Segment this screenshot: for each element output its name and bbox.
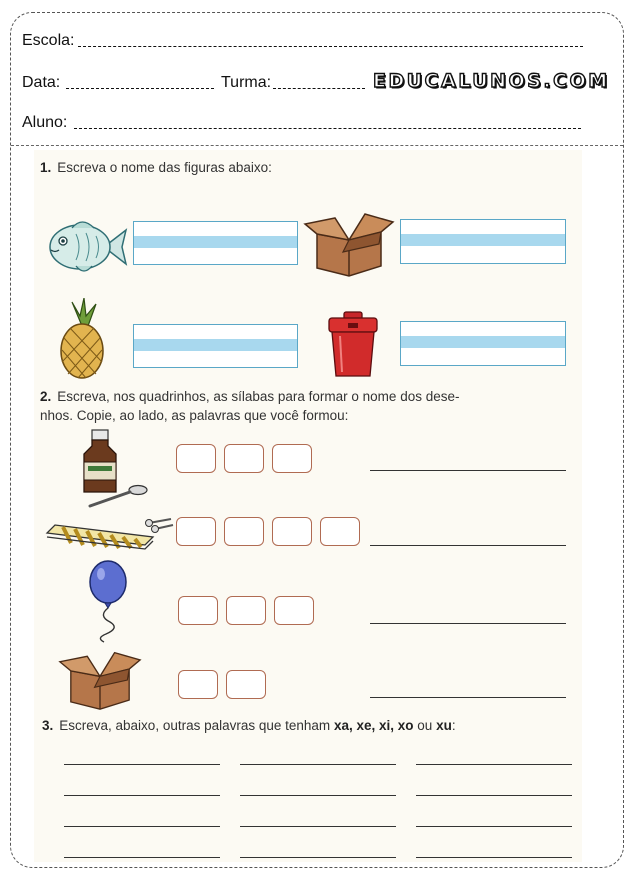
syllable-box[interactable] (178, 670, 218, 699)
date-field[interactable] (66, 88, 214, 89)
exercise1-instruction (40, 160, 272, 175)
word-line[interactable] (370, 697, 566, 698)
exercise3-text: Escreva, abaixo, outras palavras que tenham (59, 718, 331, 733)
word-line[interactable] (370, 623, 566, 624)
answer-box-trash-can[interactable] (400, 321, 566, 366)
student-label: Aluno: (22, 114, 68, 131)
exercise2-instruction-line1 (40, 389, 459, 404)
school-label: Escola: (22, 32, 75, 49)
word-line[interactable] (370, 545, 566, 546)
answer-line[interactable] (416, 795, 572, 796)
syllable-box[interactable] (226, 670, 266, 699)
answer-line[interactable] (240, 826, 396, 827)
answer-line[interactable] (240, 857, 396, 858)
syllable-box[interactable] (272, 517, 312, 546)
syllable-box[interactable] (320, 517, 360, 546)
answer-line[interactable] (64, 857, 220, 858)
exercise2-instruction-line2: nhos. Copie, ao lado, as palavras que você formou: (40, 408, 349, 423)
exercise1-number: 1. (40, 160, 52, 175)
answer-line[interactable] (240, 764, 396, 765)
syllable-box[interactable] (178, 596, 218, 625)
student-field[interactable] (74, 128, 581, 129)
exercise3-highlight-last: xu (436, 718, 452, 733)
exercise1-text: Escreva o nome das figuras abaixo: (57, 160, 272, 175)
educalunos-logo: EDUCALUNOS.COM (373, 70, 610, 92)
answer-box-pineapple[interactable] (133, 324, 298, 368)
school-field[interactable] (78, 46, 583, 47)
answer-line[interactable] (64, 764, 220, 765)
exercise3-connector: ou (417, 718, 433, 733)
exercise3-colon: : (451, 718, 456, 733)
exercise2-text-line1: Escreva, nos quadrinhos, as sílabas para formar o nome dos dese- (57, 389, 460, 404)
word-line[interactable] (370, 470, 566, 471)
box-icon (303, 210, 395, 278)
trash-can-icon (326, 310, 380, 378)
syllable-box[interactable] (224, 444, 264, 473)
answer-line[interactable] (64, 795, 220, 796)
exercise3-number: 3. (42, 718, 54, 733)
pineapple-icon (56, 298, 108, 380)
answer-line[interactable] (64, 826, 220, 827)
syllable-box[interactable] (274, 596, 314, 625)
syllable-box[interactable] (226, 596, 266, 625)
syrup-bottle-icon (80, 428, 150, 510)
header-separator (11, 145, 623, 146)
answer-line[interactable] (416, 764, 572, 765)
exercise3-instruction (42, 718, 456, 733)
balloon-icon (84, 560, 132, 644)
exercise3-highlight: xa, xe, xi, xo (333, 718, 414, 733)
class-label: Turma: (221, 74, 272, 91)
fish-icon (46, 218, 128, 276)
syllable-box[interactable] (272, 444, 312, 473)
class-field[interactable] (273, 88, 365, 89)
syllable-box[interactable] (176, 444, 216, 473)
answer-line[interactable] (240, 795, 396, 796)
date-label: Data: (22, 74, 61, 91)
exercise2-number: 2. (40, 389, 52, 404)
box-icon (56, 649, 144, 711)
answer-line[interactable] (416, 826, 572, 827)
answer-box-fish[interactable] (133, 221, 298, 265)
answer-line[interactable] (416, 857, 572, 858)
xylophone-icon (45, 515, 175, 551)
syllable-box[interactable] (176, 517, 216, 546)
syllable-box[interactable] (224, 517, 264, 546)
answer-box-box[interactable] (400, 219, 566, 264)
